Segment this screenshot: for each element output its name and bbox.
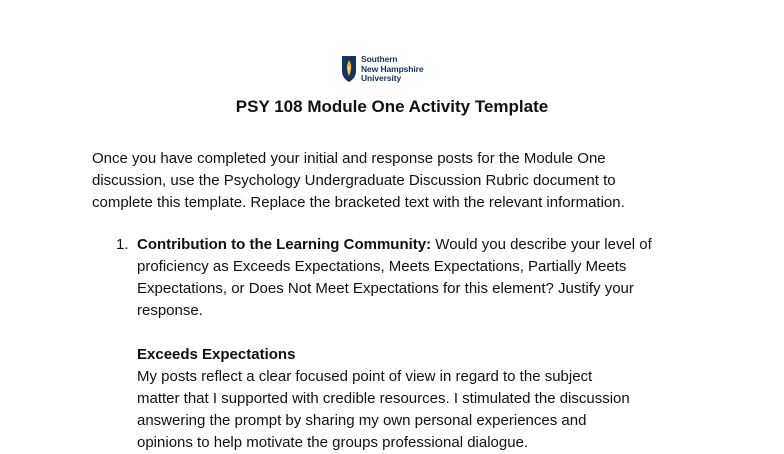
document-title: PSY 108 Module One Activity Template (235, 97, 549, 116)
logo-line-1: Southern (361, 54, 398, 64)
item-heading: Contribution to the Learning Community: (137, 236, 432, 253)
university-logo (342, 55, 423, 84)
shield-flame-icon (342, 56, 356, 82)
item-number: 1. (116, 236, 129, 253)
item-question-line: response. (137, 302, 203, 319)
intro-paragraph (92, 148, 732, 214)
item-question-line: Expectations, or Does Not Meet Expectations for this element? Justify your (137, 280, 634, 297)
item-question-text: Would you describe your level of (431, 236, 652, 253)
paragraph-gap (137, 322, 737, 344)
answer-line: opinions to help motivate the groups professional dialogue. (137, 434, 529, 451)
logo-line-2: New Hampshire (361, 63, 424, 74)
logo-wordmark (361, 55, 423, 84)
answer-line: matter that I supported with credible resources. I stimulated the discussion (137, 390, 630, 407)
answer-heading: Exceeds Expectations (137, 346, 296, 363)
intro-line: discussion, use the Psychology Undergraduate Discussion Rubric document to (92, 172, 616, 189)
item-question-line (137, 234, 737, 256)
answer-line: answering the prompt by sharing my own personal experiences and (137, 412, 587, 429)
answer-line: My posts reflect a clear focused point of view in regard to the subject (137, 368, 593, 385)
item-body (137, 234, 737, 454)
item-question-line: proficiency as Exceeds Expectations, Meets Expectations, Partially Meets (137, 258, 627, 275)
logo-line-3: University (361, 73, 402, 83)
intro-line: complete this template. Replace the bracketed text with the relevant information. (92, 194, 625, 211)
intro-line: Once you have completed your initial and response posts for the Module One (92, 150, 606, 167)
